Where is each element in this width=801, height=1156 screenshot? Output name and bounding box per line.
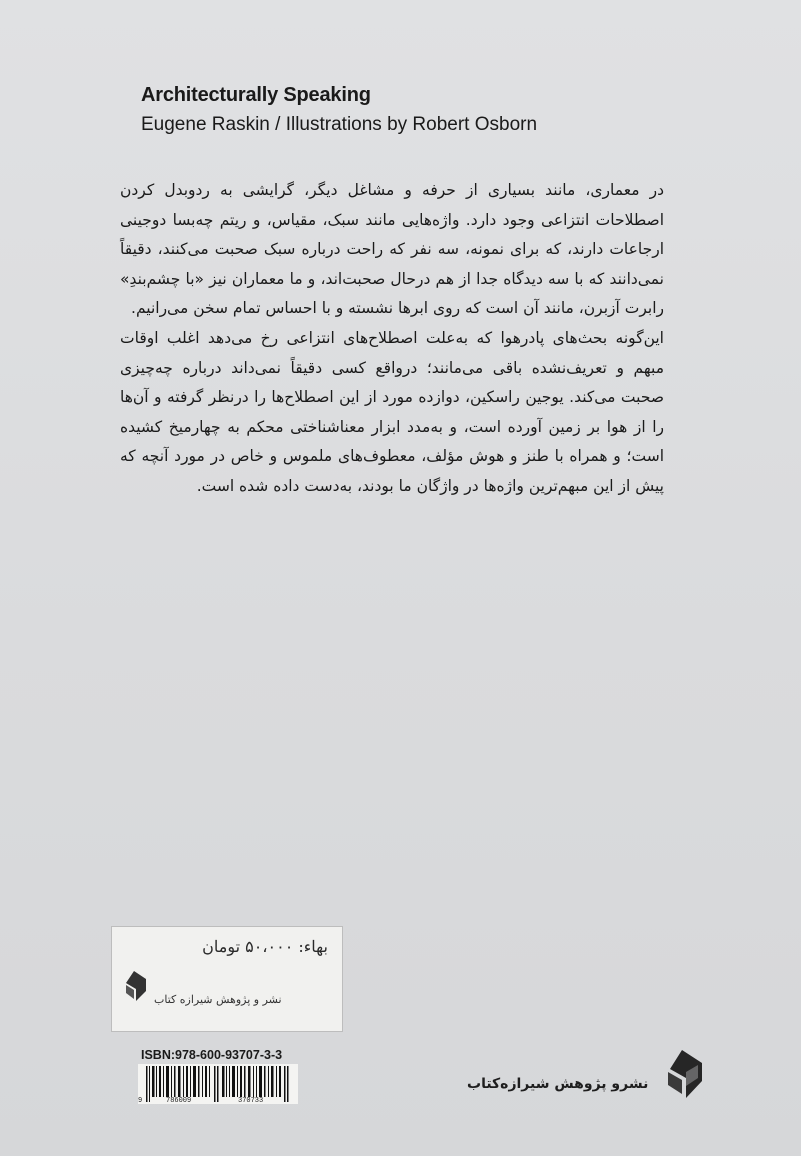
book-authors: Eugene Raskin / Illustrations by Robert Osborn: [141, 114, 538, 135]
publisher-logo-icon: [660, 1048, 708, 1100]
publisher-name: نشرو پژوهش شیرازه‌کتاب: [467, 1076, 649, 1092]
isbn-label: ISBN:978-600-93707-3-3: [141, 1048, 283, 1062]
barcode-digits-left: 786009: [166, 1097, 192, 1105]
barcode-digits-right: 370733: [238, 1097, 264, 1105]
barcode-digit-lead: 9: [138, 1097, 143, 1105]
book-description: [120, 176, 664, 502]
book-title: Architecturally Speaking: [141, 84, 371, 106]
barcode-digits: [138, 1097, 298, 1109]
stamp-logo-icon: [120, 969, 152, 1003]
description-paragraph: در معماری، مانند بسیاری از حرفه و مشاغل دیگر، گرایشی به ردوبدل کردن اصطلاحات انتزاعی وجود دارد. واژه‌هایی مانند سبک، مقیاس، و ریتم چه‌بسا دوجینی ارجاعات دارند، که برای نمونه، سه نفر که راحت درباره سبک صحبت می‌کنند، دقیقاً نمی‌دانند که با سه دیدگاه جدا از هم درحال صحبت‌اند، و ما معماران نیز «با چشم‌بندِ» رابرت آزبرن، مانند آن است که روی ابرها نشسته و با احساس تمام سخن می‌رانیم.: [120, 181, 664, 318]
price-label: بهاء: ۵۰،۰۰۰ تومان: [202, 937, 328, 956]
description-paragraph: این‌گونه بحث‌های پادرهوا که به‌علت اصطلاح‌های انتزاعی رخ می‌دهد اغلب اوقات مبهم و تعریف‌نشده باقی می‌مانند؛ درواقع کسی دقیقاً نمی‌داند درباره چه‌چیزی صحبت می‌کند. یوجین راسکین، دوازده مورد از این اصطلاح‌ها را درنظر گرفته و آن‌ها را از هوا بر زمین آورده است، و به‌مدد ابزار معناشناختی محکم به چهارمیخ کشیده است؛ و همراه با طنز و هوش مؤلف، معطوف‌های ملموس و خاص در مورد آنچه که پیش از این مبهم‌ترین واژه‌ها در واژگان ما بودند، به‌دست داده شده است.: [120, 328, 664, 495]
stamp-text: نشر و پژوهش شیرازه کتاب: [154, 993, 282, 1006]
price-sticker: [111, 926, 343, 1032]
